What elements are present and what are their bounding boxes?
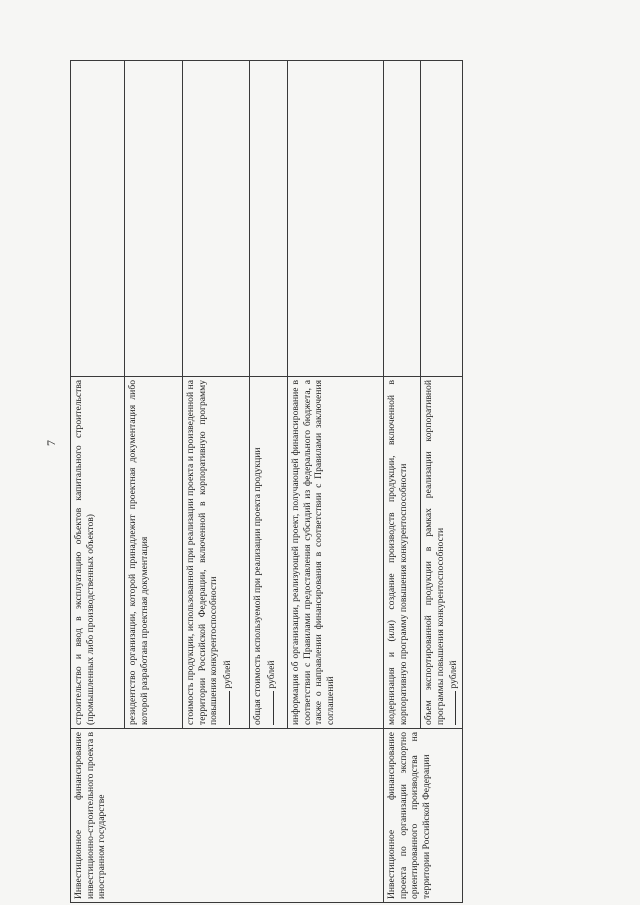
description-cell <box>125 377 183 729</box>
description-cell <box>288 377 384 729</box>
value-cell <box>183 61 250 377</box>
group-title-cell: Инвестиционное финансирование проекта по организации экспортно ориентированного производства на территории Российской Федерации <box>384 729 463 903</box>
description-text: информация об организации, реализующей проект, получающей финансирование в соответствии с Правилами предоставления субсидий из федерального бюджета, а также о направлении финансирования в соответствии с Правилами заключения соглашений <box>290 380 336 725</box>
unit-text: рублей <box>265 660 277 689</box>
blank-line <box>446 691 456 725</box>
table-row <box>71 61 125 903</box>
description-text: общая стоимость используемой при реализации проекта продукции <box>252 447 263 725</box>
description-text: строительство и ввод в эксплуатацию объектов капитального строительства (промышленных либо производственных объектов) <box>73 380 96 725</box>
rotated-table-wrapper <box>70 61 460 903</box>
page-number: 7 <box>44 440 58 446</box>
value-cell <box>288 61 384 377</box>
blank-line <box>264 691 274 725</box>
description-text: объем экспортированной продукции в рамках реализации корпоративной программы повышения конкурентоспособности <box>423 380 446 725</box>
unit-text: рублей <box>448 660 460 689</box>
description-text: модернизация и (или) создание производств продукции, включенной в корпоративную программу повышения конкурентоспособности <box>386 380 409 725</box>
blank-line <box>220 691 230 725</box>
value-cell <box>125 61 183 377</box>
description-text: резидентство организации, которой принадлежит проектная документация либо которой разработана проектная документация <box>127 380 150 725</box>
group-title-cell: Инвестиционное финансирование инвестиционно-строительного проекта в иностранном государстве <box>71 729 384 903</box>
unit-text: рублей <box>221 660 233 689</box>
value-cell <box>250 61 288 377</box>
description-text: стоимость продукции, использованной при реализации проекта и произведенной на территории Российской Федерации, включенной в корпоративную программу повышения конкурентоспособности <box>185 380 220 725</box>
table-row <box>384 61 421 903</box>
description-cell <box>384 377 421 729</box>
value-cell <box>384 61 421 377</box>
description-cell <box>183 377 250 729</box>
criteria-table <box>70 60 463 903</box>
description-cell <box>250 377 288 729</box>
value-cell <box>421 61 463 377</box>
description-cell <box>421 377 463 729</box>
description-cell <box>71 377 125 729</box>
value-cell <box>71 61 125 377</box>
